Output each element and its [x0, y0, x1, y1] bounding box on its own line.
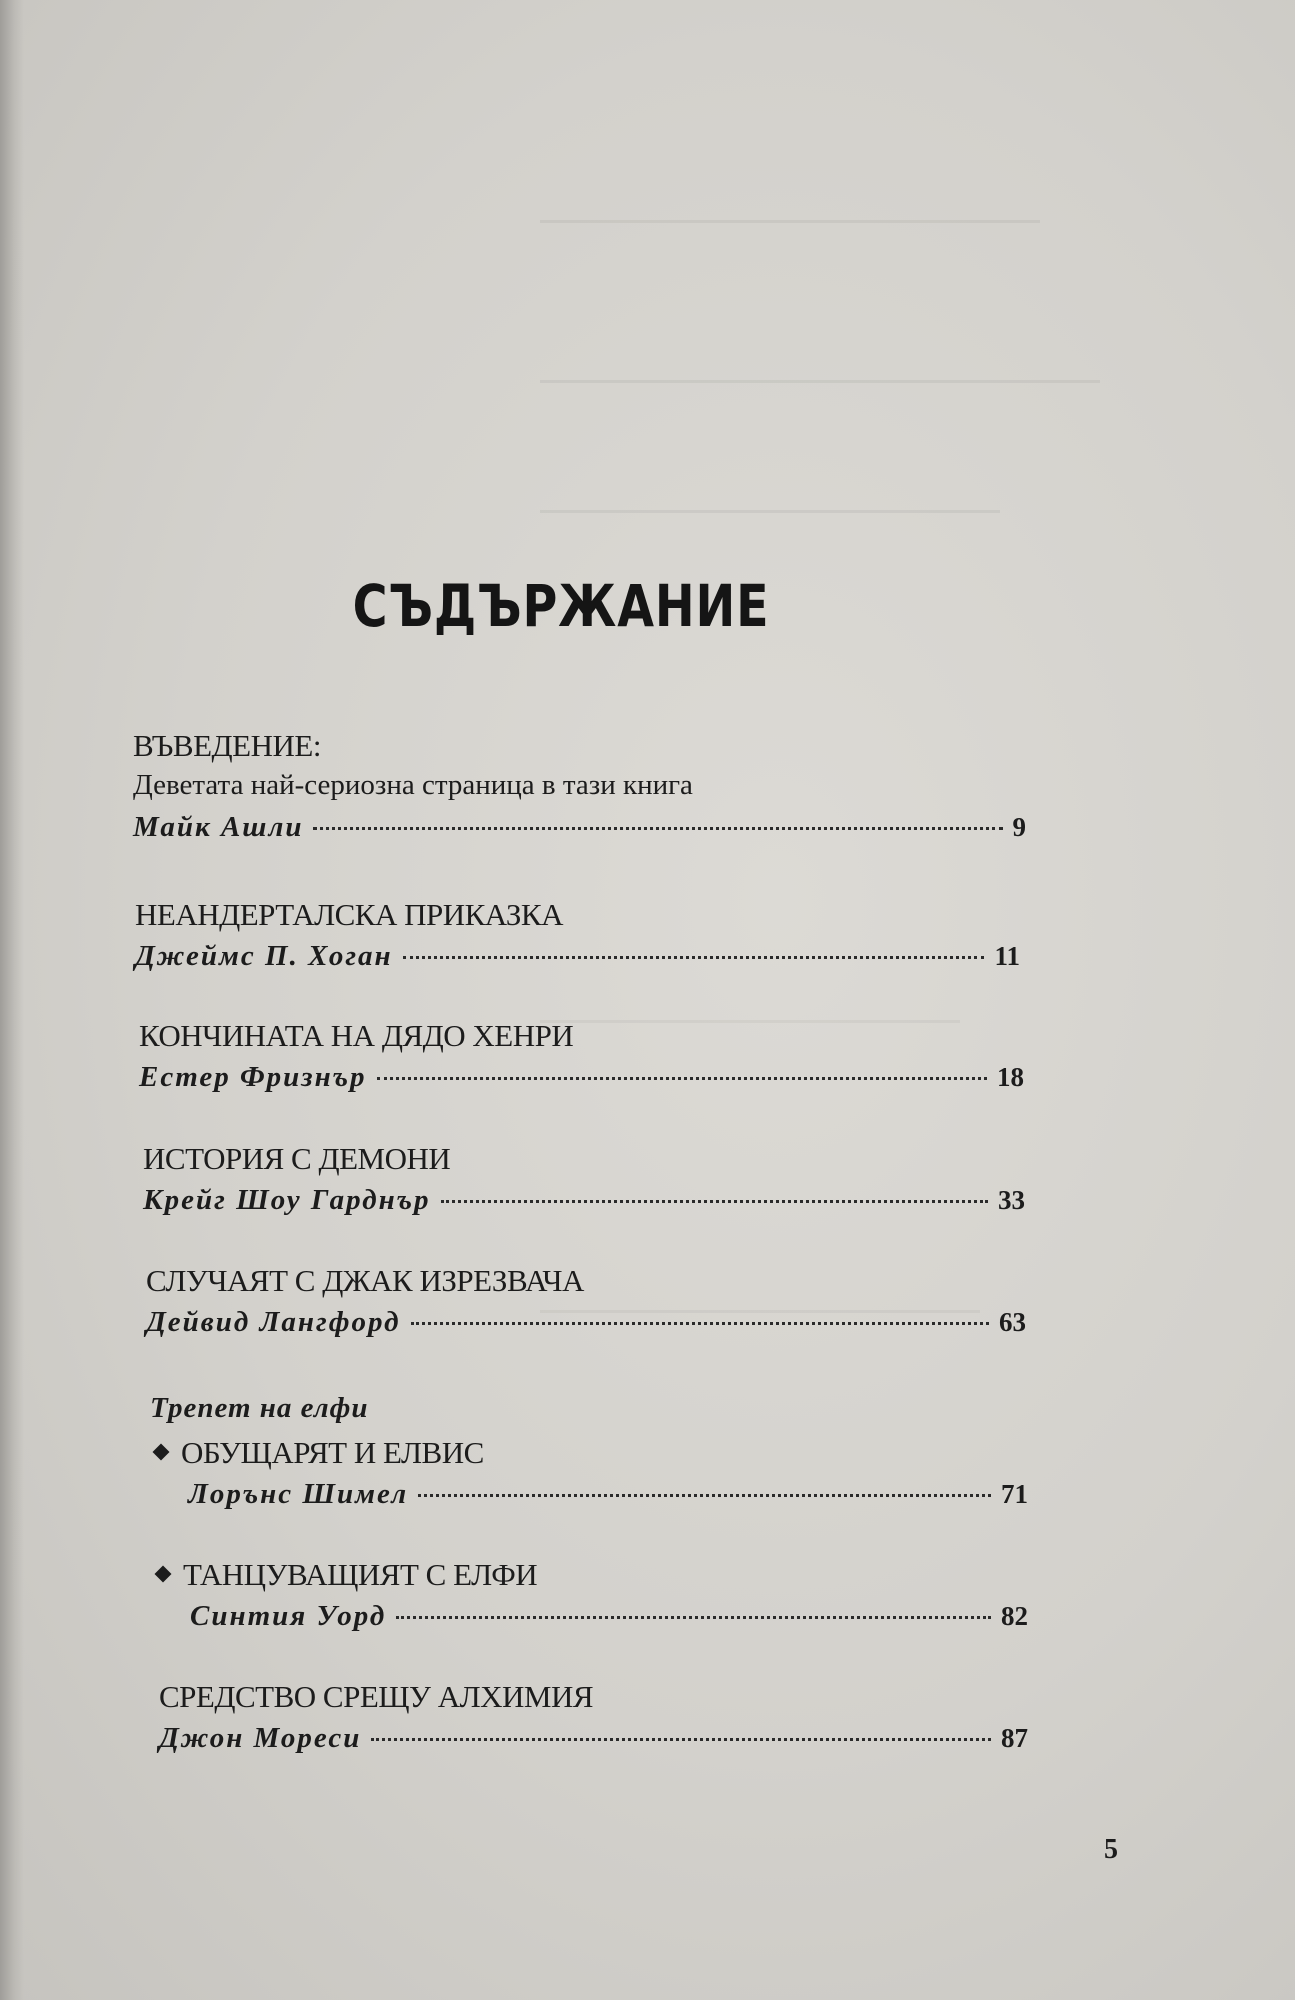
diamond-bullet-icon	[153, 1443, 170, 1460]
entry-page-number: 63	[999, 1307, 1026, 1337]
entry-author-line	[155, 1472, 1028, 1516]
entry-author: Лорънс Шимел	[188, 1478, 409, 1510]
entry-title: СРЕДСТВО СРЕЩУ АЛХИМИЯ	[159, 1679, 594, 1714]
dot-leader	[313, 827, 1002, 830]
entry-title-text: ТАНЦУВАЩИЯТ С ЕЛФИ	[183, 1557, 538, 1592]
entry-author-line	[135, 934, 1020, 978]
toc-entry-jack-the-ripper	[146, 1262, 1026, 1344]
entry-author: Майк Ашли	[133, 811, 304, 843]
dot-leader	[403, 956, 985, 959]
toc-entry-elf-dancer	[157, 1556, 1028, 1638]
diamond-bullet-icon	[155, 1565, 172, 1582]
dot-leader	[371, 1738, 991, 1741]
dot-leader	[377, 1077, 988, 1080]
dot-leader	[411, 1322, 990, 1325]
entry-page-number: 18	[997, 1062, 1024, 1092]
entry-author: Джон Мореси	[159, 1722, 362, 1754]
entry-author: Естер Фризнър	[139, 1061, 367, 1093]
entry-page-number: 11	[994, 941, 1020, 971]
entry-page-number: 33	[998, 1185, 1025, 1215]
entry-subtitle: Деветата най-сериозна страница в тази книга	[133, 769, 693, 801]
show-through	[540, 360, 1100, 383]
toc-entry-introduction	[133, 727, 1026, 849]
entry-author: Крейг Шоу Гарднър	[143, 1184, 431, 1216]
entry-page-number: 71	[1001, 1479, 1028, 1509]
toc-entry-demon-story	[143, 1140, 1025, 1222]
toc-entry-neanderthal-tale	[135, 896, 1020, 978]
dot-leader	[396, 1616, 991, 1619]
entry-author-line	[133, 805, 1026, 849]
dot-leader	[441, 1200, 989, 1203]
section-label: Трепет на елфи	[150, 1392, 369, 1424]
toc-entry-alchemy-remedy	[159, 1678, 1028, 1760]
entry-title: НЕАНДЕРТАЛСКА ПРИКАЗКА	[135, 897, 563, 932]
entry-author: Синтия Уорд	[190, 1600, 387, 1632]
page-title: СЪДЪРЖАНИЕ	[352, 572, 770, 640]
entry-page-number: 9	[1012, 812, 1026, 842]
entry-author: Джеймс П. Хоган	[135, 940, 393, 972]
entry-author-line	[139, 1055, 1024, 1099]
entry-title: СЛУЧАЯТ С ДЖАК ИЗРЕЗВАЧА	[146, 1263, 584, 1298]
entry-author-line	[159, 1716, 1028, 1760]
entry-title: ИСТОРИЯ С ДЕМОНИ	[143, 1141, 451, 1176]
entry-author-line	[146, 1300, 1026, 1344]
toc-entry-grandpa-henry	[139, 1017, 1024, 1099]
entry-title	[155, 1434, 1028, 1472]
entry-author-line	[143, 1178, 1025, 1222]
entry-page-number: 82	[1001, 1601, 1028, 1631]
spine-shadow	[0, 0, 24, 2000]
entry-page-number: 87	[1001, 1723, 1028, 1753]
entry-title: КОНЧИНАТА НА ДЯДО ХЕНРИ	[139, 1018, 574, 1053]
entry-title-text: ОБУЩАРЯТ И ЕЛВИС	[181, 1435, 484, 1470]
toc-entry-shoemaker-elvis	[155, 1434, 1028, 1516]
entry-title: ВЪВЕДЕНИЕ:	[133, 728, 321, 763]
dot-leader	[418, 1494, 991, 1497]
show-through	[540, 200, 1040, 223]
show-through	[540, 490, 1000, 513]
entry-author: Дейвид Лангфорд	[146, 1306, 401, 1338]
page-number: 5	[1104, 1834, 1118, 1865]
entry-title	[157, 1556, 1028, 1594]
entry-author-line	[157, 1594, 1028, 1638]
